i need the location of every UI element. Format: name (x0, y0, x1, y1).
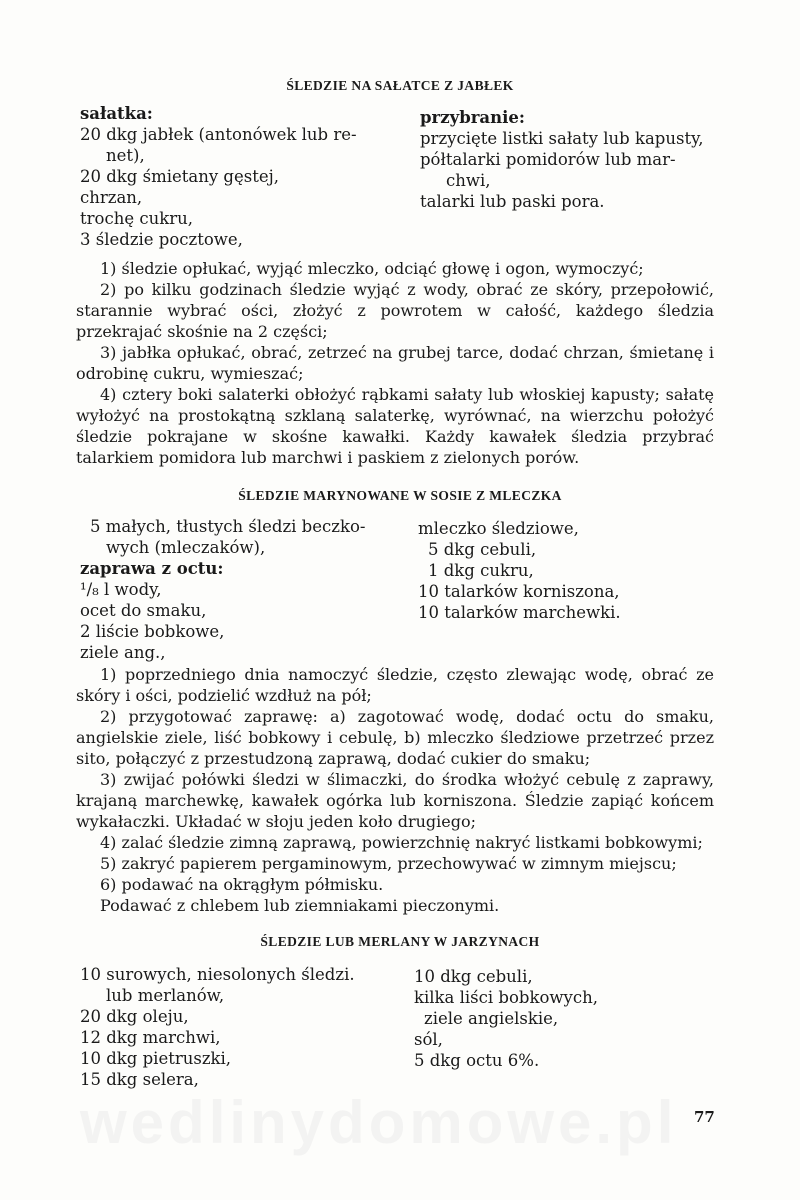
ingredient-line: 5 dkg cebuli, (428, 540, 537, 559)
instruction-step: 2) po kilku godzinach śledzie wyjąć z wody, obrać ze skóry, przepołowić, starannie wybrać ości, złożyć z powrotem w całość, każdego śledzia przekrajać skośnie na 2 części; (76, 280, 714, 341)
ingredient-line: półtalarki pomidorów lub mar- (420, 150, 676, 169)
ingredient-line: 3 śledzie pocztowe, (80, 230, 243, 249)
marinade-heading: zaprawa z octu: (80, 559, 224, 578)
ingredient-line: 20 dkg oleju, (80, 1007, 189, 1026)
ingredient-line: ziele angielskie, (424, 1009, 559, 1028)
instruction-step: 4) cztery boki salaterki obłożyć rąbkami sałaty lub włoskiej kapusty; sałatę wyłożyć na prostokątną szklaną salaterkę, wyrównać, na wierzchu położyć śledzie pokrajane w skośne kawałki. Każdy kawałek śledzia przybrać talarkiem pomidora lub marchwi i paskiem z zielonych porów. (76, 385, 714, 467)
instruction-step: 1) poprzedniego dnia namoczyć śledzie, często zlewając wodę, obrać ze skóry i ości, podzielić wzdłuż na pół; (76, 665, 714, 705)
ingredient-line: 10 talarków korniszona, (418, 582, 620, 601)
instructions-2 (76, 664, 714, 916)
recipe-title-1: ŚLEDZIE NA SAŁATCE Z JABŁEK (286, 78, 514, 93)
page-number: 77 (694, 1108, 715, 1126)
ingredient-line: kilka liści bobkowych, (414, 988, 598, 1007)
instruction-step: 1) śledzie opłukać, wyjąć mleczko, odciąć głowę i ogon, wymoczyć; (100, 259, 644, 278)
instruction-step: 3) jabłka opłukać, obrać, zetrzeć na grubej tarce, dodać chrzan, śmietanę i odrobinę cukru, wymieszać; (76, 343, 714, 383)
instruction-step: 6) podawać na okrągłym półmisku. (100, 875, 384, 894)
ingredient-line: chwi, (446, 171, 491, 190)
ingredient-line: talarki lub paski pora. (420, 192, 605, 211)
ingredient-line: 15 dkg selera, (80, 1070, 199, 1089)
ingredient-line: net), (106, 146, 145, 165)
ingredients-left-1 (80, 103, 380, 250)
recipe-title-3: ŚLEDZIE LUB MERLANY W JARZYNACH (260, 934, 540, 949)
ingredient-line: 20 dkg śmietany gęstej, (80, 167, 279, 186)
ingredient-line: 12 dkg marchwi, (80, 1028, 221, 1047)
ingredients-left-3 (80, 964, 400, 1090)
ingredient-line: 10 dkg cebuli, (414, 967, 533, 986)
ingredient-line: 10 dkg pietruszki, (80, 1049, 232, 1068)
ingredient-line: lub merlanów, (106, 986, 225, 1005)
ingredient-line: 20 dkg jabłek (antonówek lub re- (80, 125, 357, 144)
recipe-title-2: ŚLEDZIE MARYNOWANE W SOSIE Z MLECZKA (238, 488, 562, 503)
ingredient-line: ¹/₈ l wody, (80, 580, 162, 599)
ingredient-line: chrzan, (80, 188, 143, 207)
ingredients-right-1 (420, 107, 720, 212)
ingredient-line: 2 liście bobkowe, (80, 622, 225, 641)
ingredient-line: 10 surowych, niesolonych śledzi. (80, 965, 355, 984)
ingredient-line: ziele ang., (80, 643, 166, 662)
instruction-step: 2) przygotować zaprawę: a) zagotować wodę, dodać octu do smaku, angielskie ziele, liść bobkowy i cebulę, b) mleczko śledziowe przetrzeć przez sito, połączyć z przestudzoną zaprawą, dodać cukier do smaku; (76, 707, 714, 768)
instruction-step: 5) zakryć papierem pergaminowym, przechowywać w zimnym miejscu; (100, 854, 677, 873)
watermark: wedlinydomowe.pl (80, 1089, 678, 1156)
instruction-step: 3) zwijać połówki śledzi w ślimaczki, do środka włożyć cebulę z zaprawy, krajaną marchewkę, kawałek ogórka lub korniszona. Śledzie zapiąć końcem wykałaczki. Układać w słoju jeden koło drugiego; (76, 770, 714, 831)
garnish-heading: przybranie: (420, 108, 525, 127)
instructions-1 (76, 258, 714, 468)
ingredient-heading: sałatka: (80, 104, 153, 123)
ingredient-line: mleczko śledziowe, (418, 519, 579, 538)
ingredient-line: 10 talarków marchewki. (418, 603, 621, 622)
ingredients-right-3 (414, 966, 714, 1071)
instruction-step: 4) zalać śledzie zimną zaprawą, powierzchnię nakryć listkami bobkowymi; (100, 833, 703, 852)
ingredients-right-2 (418, 518, 718, 623)
ingredients-left-2 (80, 516, 400, 663)
ingredient-line: 5 małych, tłustych śledzi beczko- (90, 517, 366, 536)
ingredient-line: 5 dkg octu 6%. (414, 1051, 540, 1070)
ingredient-line: wych (mleczaków), (106, 538, 266, 557)
instruction-step: Podawać z chlebem lub ziemniakami pieczonymi. (100, 896, 500, 915)
ingredient-line: 1 dkg cukru, (428, 561, 534, 580)
ingredient-line: trochę cukru, (80, 209, 193, 228)
ingredient-line: przycięte listki sałaty lub kapusty, (420, 129, 704, 148)
ingredient-line: ocet do smaku, (80, 601, 207, 620)
ingredient-line: sól, (414, 1030, 443, 1049)
